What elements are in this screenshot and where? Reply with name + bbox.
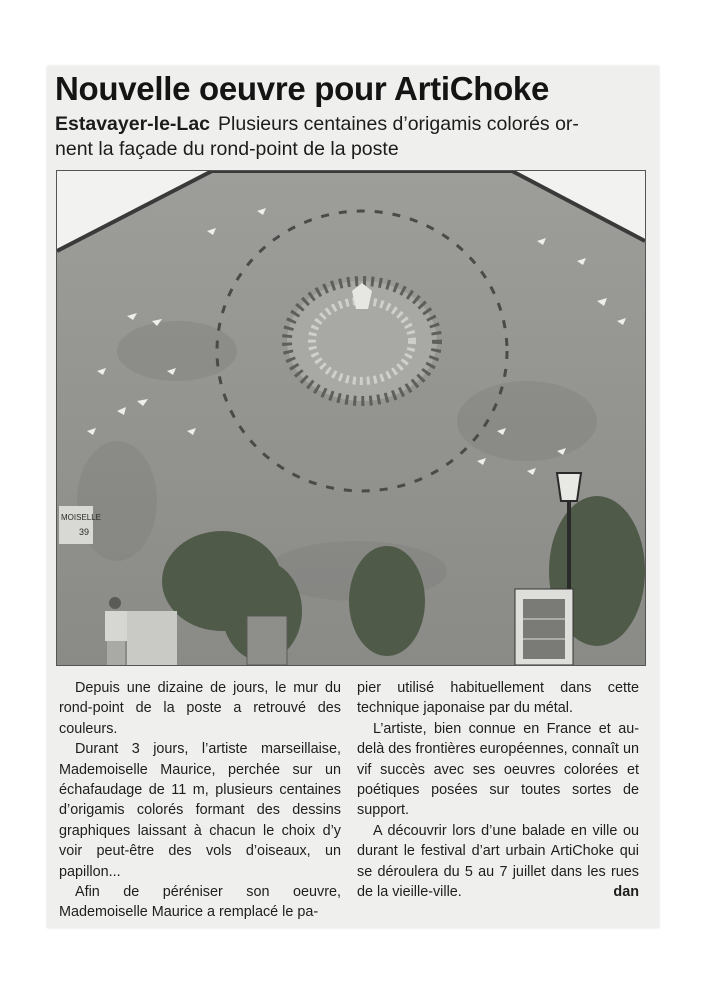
svg-text:MOISELLE: MOISELLE bbox=[61, 513, 102, 522]
newspaper-clipping bbox=[47, 66, 659, 928]
article-photo bbox=[56, 170, 646, 666]
paragraph bbox=[357, 821, 639, 903]
article-column-right bbox=[357, 678, 639, 902]
location-label: Estavayer-le-Lac bbox=[55, 113, 211, 135]
headline: Nouvelle oeuvre pour ArtiChoke bbox=[55, 70, 550, 107]
book-box bbox=[515, 589, 573, 665]
article-column-left bbox=[59, 678, 341, 923]
paragraph: Afin de péréniser son oeuvre, Mademoiselle Maurice a remplacé le pa- bbox=[59, 884, 341, 921]
paragraph: Durant 3 jours, l’artiste marseillaise, Mademoiselle Maurice, perchée sur un échafaudage de 11 m, plusieurs centaines d’origamis colorés formant des dessins graphiques laissant à chacun le choix d’y voir peut-être des vols d’oiseaux, un papillon... bbox=[59, 741, 341, 880]
subheadline bbox=[55, 112, 655, 162]
svg-text:39: 39 bbox=[79, 527, 90, 537]
paragraph: pier utilisé habituellement dans cette technique japonaise par du métal. bbox=[357, 680, 639, 717]
subtitle-line-1: Plusieurs centaines d’origamis colorés or- bbox=[218, 113, 579, 135]
origami-cluster bbox=[287, 281, 437, 401]
subtitle-line-2: nent la façade du rond-point de la poste bbox=[55, 138, 399, 160]
paragraph-text: A découvrir lors d’une balade en ville ou durant le festival d’art urbain ArtiChoke qui se déroulera du 5 au 7 juillet dans les rues de la vieille-ville. bbox=[357, 822, 639, 901]
author-signature: dan bbox=[613, 884, 639, 901]
paragraph: L’artiste, bien connue en France et au-delà des frontières européennes, connaît un vif succès avec ses oeuvres colorées et poétiques posées sur toutes sortes de support. bbox=[357, 720, 639, 819]
paragraph: Depuis une dizaine de jours, le mur du rond-point de la poste a retrouvé des couleurs. bbox=[59, 680, 341, 737]
origami-wall-photo bbox=[57, 171, 645, 665]
